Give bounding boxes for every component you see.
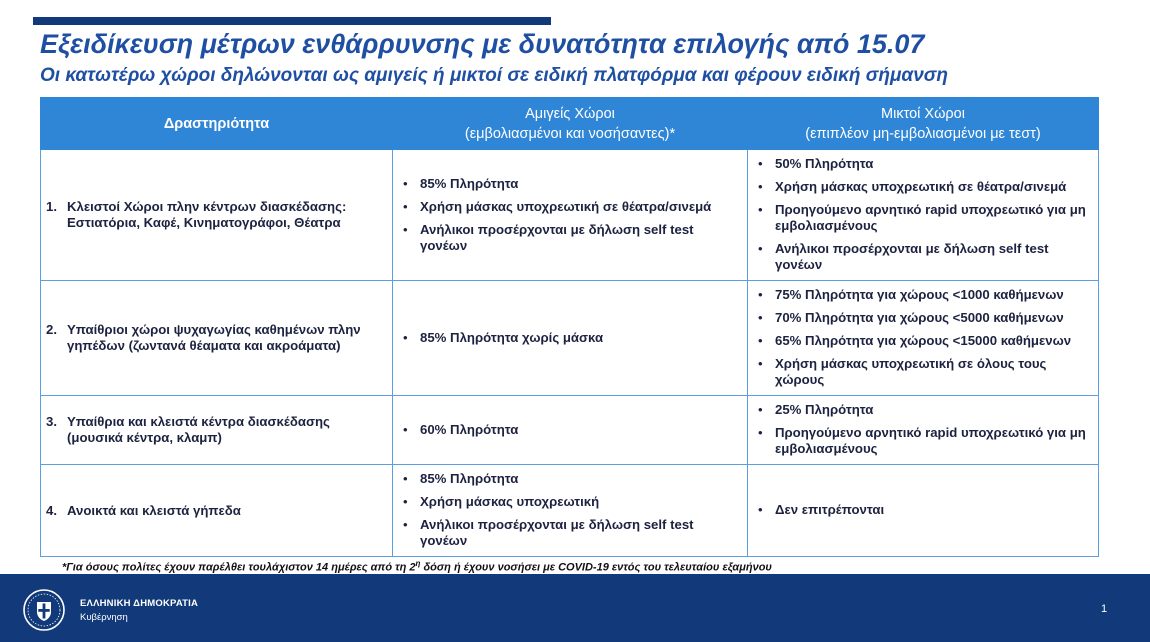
mixed-spaces-cell bbox=[748, 150, 1099, 281]
activity-text: Υπαίθρια και κλειστά κέντρα διασκέδασης (μουσικά κέντρα, κλαμπ) bbox=[67, 414, 330, 445]
page-subtitle: Οι κατωτέρω χώροι δηλώνονται ως αμιγείς ή μικτοί σε ειδική πλατφόρμα και φέρουν ειδική σήμανση bbox=[40, 65, 948, 86]
activity-wrapper bbox=[45, 322, 388, 354]
activity-wrapper bbox=[45, 503, 388, 519]
table-row bbox=[41, 281, 1099, 396]
header-mixed-spaces bbox=[748, 98, 1099, 150]
list-item: • 25% Πληρότητα bbox=[758, 402, 1094, 418]
footnote-text-end: δόση ή έχουν νοσήσει με COVID-19 εντός του τελευταίου εξαμήνου bbox=[420, 561, 772, 574]
list-item: • 85% Πληρότητα χωρίς μάσκα bbox=[403, 330, 743, 346]
mixed-spaces-cell bbox=[748, 281, 1099, 396]
activity-text: Υπαίθριοι χώροι ψυχαγωγίας καθημένων πλην γηπέδων (ζωντανά θέαματα και ακροάματα) bbox=[67, 322, 361, 353]
org-name: ΕΛΛΗΝΙΚΗ ΔΗΜΟΚΡΑΤΙΑ bbox=[80, 598, 199, 609]
row-number: 2. bbox=[46, 322, 57, 337]
pure-spaces-cell bbox=[393, 465, 748, 557]
activity-cell bbox=[41, 281, 393, 396]
table-body bbox=[41, 150, 1099, 557]
footer-band bbox=[0, 574, 1150, 642]
row-number: 1. bbox=[46, 199, 57, 214]
header-mixed-subtitle: (επιπλέον μη-εμβολιασμένοι με τεστ) bbox=[805, 125, 1041, 142]
activity-cell bbox=[41, 465, 393, 557]
pure-measures-list bbox=[397, 330, 743, 346]
list-item: • 75% Πληρότητα για χώρους <1000 καθήμενων bbox=[758, 287, 1094, 303]
list-item: • Ανήλικοι προσέρχονται με δήλωση self test γονέων bbox=[758, 241, 1094, 273]
pure-spaces-cell bbox=[393, 396, 748, 465]
list-item: • 85% Πληρότητα bbox=[403, 176, 743, 192]
mixed-measures-list bbox=[752, 156, 1094, 273]
greek-emblem-icon bbox=[22, 588, 66, 632]
activity-wrapper bbox=[45, 414, 388, 446]
activity-cell bbox=[41, 396, 393, 465]
list-item: • Δεν επιτρέπονται bbox=[758, 502, 1094, 518]
list-item: • Χρήση μάσκας υποχρεωτική σε θέατρα/σινεμά bbox=[403, 199, 743, 215]
pure-spaces-cell bbox=[393, 281, 748, 396]
org-subtitle: Κυβέρνηση bbox=[80, 612, 128, 623]
list-item: • Προηγούμενο αρνητικό rapid υποχρεωτικό για μη εμβολιασμένους bbox=[758, 425, 1094, 457]
row-number: 4. bbox=[46, 502, 57, 518]
mixed-measures-list bbox=[752, 402, 1094, 457]
footnote-text: *Για όσους πολίτες έχουν παρέλθει τουλάχιστον 14 ημέρες από τη 2 bbox=[62, 561, 416, 574]
list-item: • 60% Πληρότητα bbox=[403, 422, 743, 438]
list-item: • 85% Πληρότητα bbox=[403, 471, 743, 487]
header-pure-subtitle: (εμβολιασμένοι και νοσήσαντες)* bbox=[464, 125, 676, 142]
list-item: • Προηγούμενο αρνητικό rapid υποχρεωτικό για μη εμβολιασμένους bbox=[758, 202, 1094, 234]
header-mixed-title: Μικτοί Χώροι bbox=[881, 105, 965, 122]
table-row bbox=[41, 465, 1099, 557]
mixed-spaces-cell bbox=[748, 396, 1099, 465]
list-item: • Χρήση μάσκας υποχρεωτική σε θέατρα/σινεμά bbox=[758, 179, 1094, 195]
page-number: 1 bbox=[1101, 603, 1108, 615]
row-number: 3. bbox=[46, 414, 57, 429]
list-item: • 65% Πληρότητα για χώρους <15000 καθήμενων bbox=[758, 333, 1094, 349]
activity-cell bbox=[41, 150, 393, 281]
page-title: Εξειδίκευση μέτρων ενθάρρυνσης με δυνατότητα επιλογής από 15.07 bbox=[40, 29, 925, 59]
list-item: • Ανήλικοι προσέρχονται με δήλωση self test γονέων bbox=[403, 517, 743, 549]
footnote-superscript: η bbox=[415, 559, 421, 568]
list-item: • Χρήση μάσκας υποχρεωτική σε όλους τους χώρους bbox=[758, 356, 1094, 388]
pure-measures-list bbox=[397, 471, 743, 549]
pure-spaces-cell bbox=[393, 150, 748, 281]
list-item: • 70% Πληρότητα για χώρους <5000 καθήμενων bbox=[758, 310, 1094, 326]
header-pure-spaces bbox=[393, 98, 748, 150]
table-header-row bbox=[41, 98, 1099, 150]
activity-text: Ανοικτά και κλειστά γήπεδα bbox=[67, 502, 241, 518]
list-item: • 50% Πληρότητα bbox=[758, 156, 1094, 172]
list-item: • Χρήση μάσκας υποχρεωτική bbox=[403, 494, 743, 510]
table-row bbox=[41, 150, 1099, 281]
table-row bbox=[41, 396, 1099, 465]
activity-wrapper bbox=[45, 199, 388, 231]
header-activity: Δραστηριότητα bbox=[41, 98, 393, 150]
top-accent-bar bbox=[33, 17, 551, 25]
header-pure-title: Αμιγείς Χώροι bbox=[525, 105, 615, 122]
activity-text: Κλειστοί Χώροι πλην κέντρων διασκέδασης: Εστιατόρια, Καφέ, Κινηματογράφοι, Θέατρα bbox=[67, 199, 347, 230]
mixed-measures-list bbox=[752, 287, 1094, 388]
mixed-measures-list bbox=[752, 502, 1094, 518]
list-item: • Ανήλικοι προσέρχονται με δήλωση self test γονέων bbox=[403, 222, 743, 254]
pure-measures-list bbox=[397, 176, 743, 254]
pure-measures-list bbox=[397, 422, 743, 438]
footnote bbox=[62, 559, 772, 574]
measures-table bbox=[40, 97, 1099, 557]
mixed-spaces-cell bbox=[748, 465, 1099, 557]
